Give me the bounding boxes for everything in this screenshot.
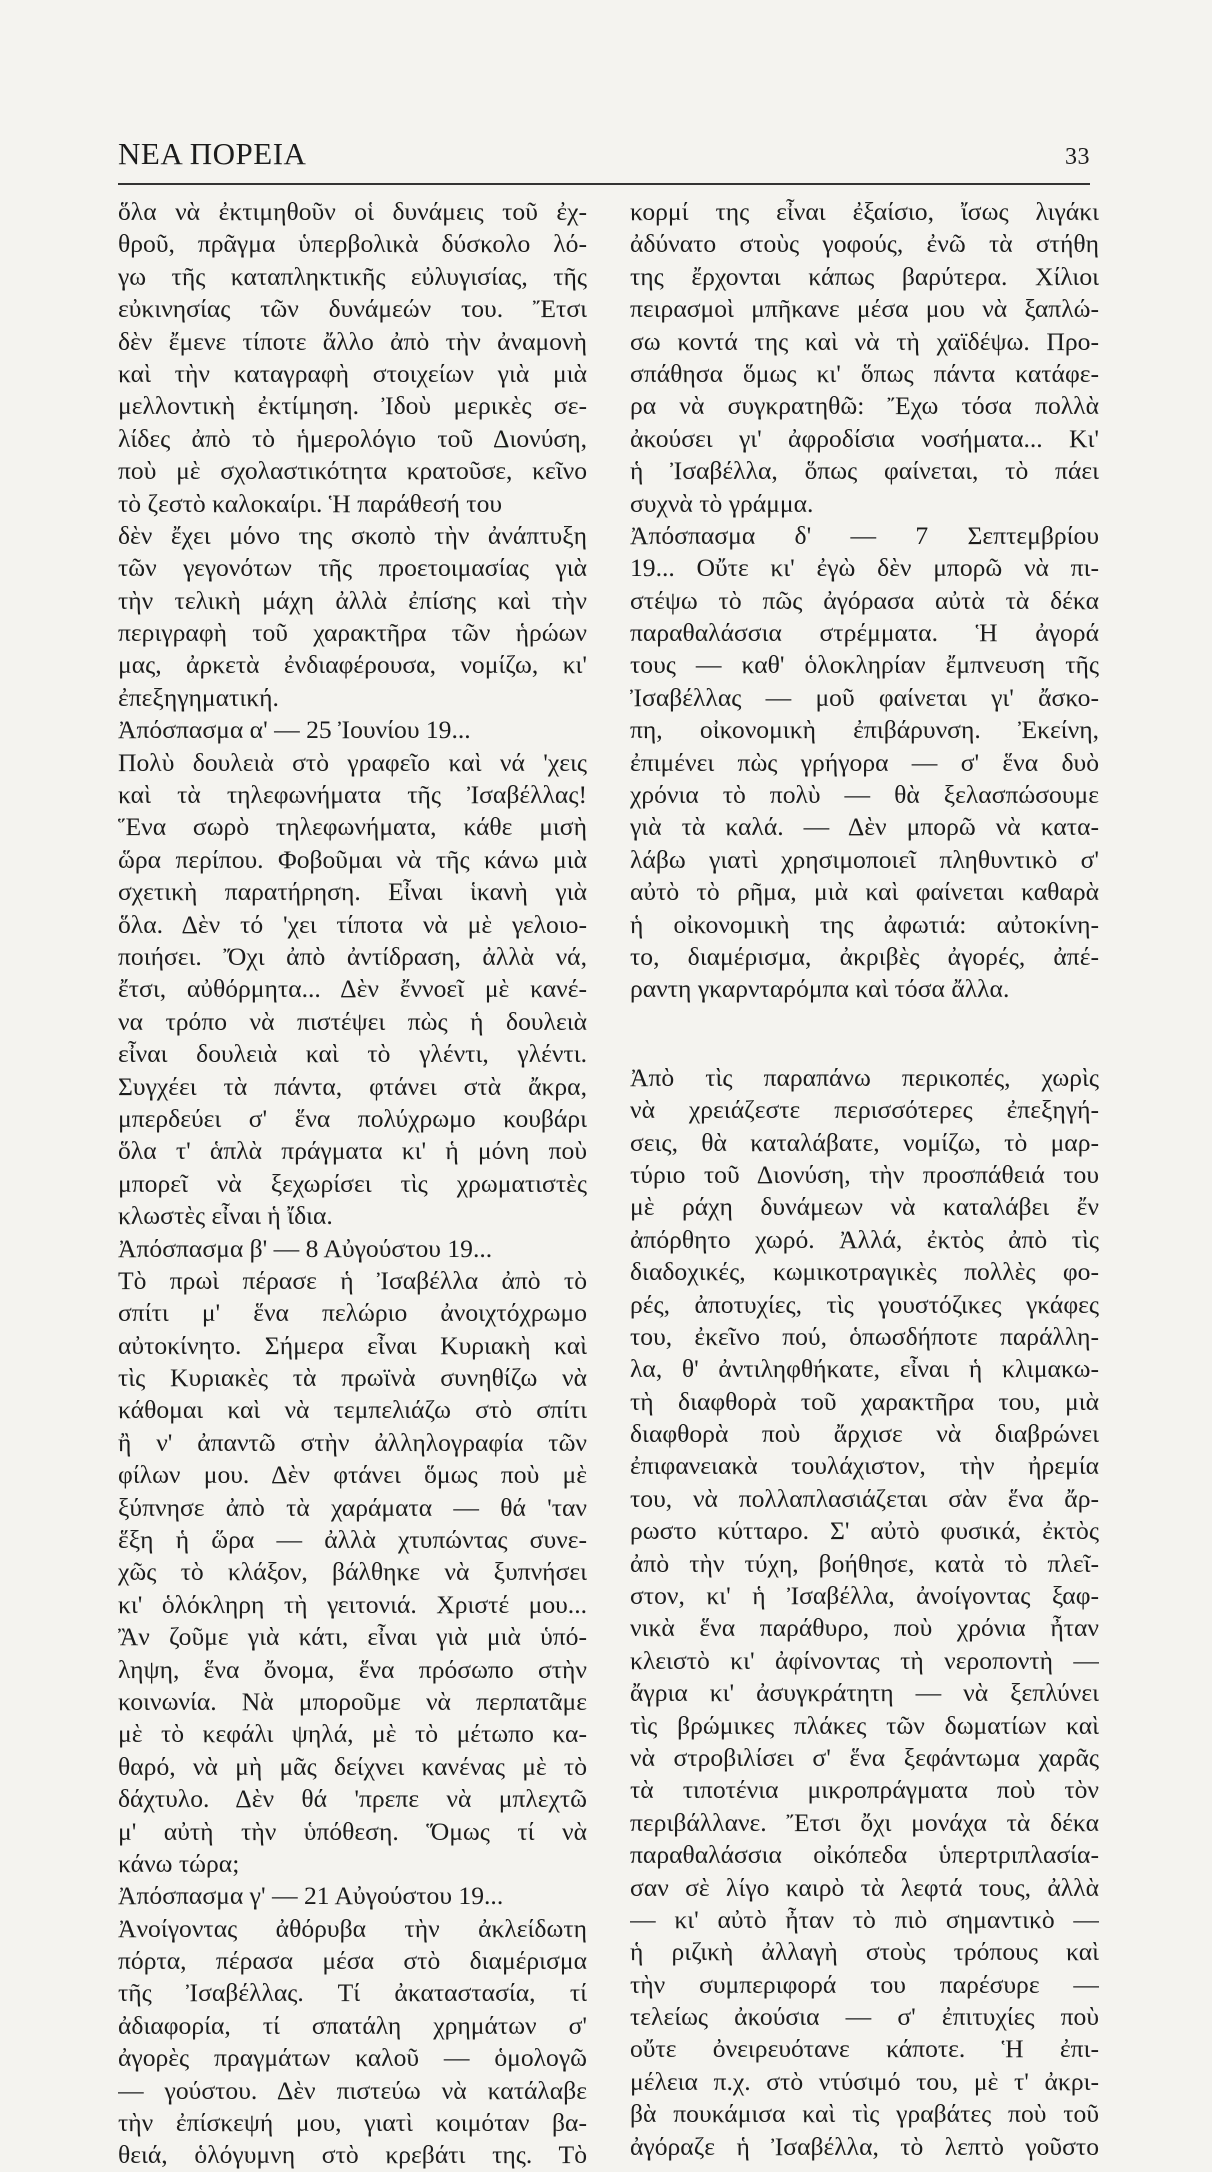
text-line: του, νὰ πολλαπλασιάζεται σὰν ἕνα ἄρ- bbox=[630, 1483, 1099, 1513]
text-line: ὅλα τ' ἁπλὰ πράγματα κι' ἡ μόνη ποὺ bbox=[118, 1136, 587, 1166]
text-line: ἀδύνατο στοὺς γοφούς, ἐνῶ τὰ στήθη bbox=[630, 229, 1099, 259]
text-line: τὴν συμπεριφορά του παρέσυρε — bbox=[630, 1969, 1099, 1999]
text-line: δὲν ἔμενε τίποτε ἄλλο ἀπὸ τὴν ἀναμονὴ bbox=[118, 326, 587, 356]
right-column bbox=[630, 196, 1099, 2163]
text-line: 19... Οὔτε κι' ἐγὼ δὲν μπορῶ νὰ πι- bbox=[630, 553, 1099, 583]
text-line: θαρό, νὰ μὴ μᾶς δείχνει κανένας μὲ τὸ bbox=[118, 1751, 587, 1781]
text-line: τὴν ἐπίσκεψή μου, γιατὶ κοιμόταν βα- bbox=[118, 2108, 587, 2138]
text-line: παραθαλάσσια οἰκόπεδα ὑπερτριπλασία- bbox=[630, 1840, 1099, 1870]
text-line: τὸ ζεστὸ καλοκαίρι. Ἡ παράθεσή του bbox=[118, 488, 503, 518]
text-line: πειρασμοὶ μπῆκανε μέσα μου νὰ ξαπλώ- bbox=[630, 294, 1099, 324]
text-line: Ἀπὸ τὶς παραπάνω περικοπές, χωρὶς bbox=[630, 1062, 1099, 1092]
text-line: σω κοντά της καὶ νὰ τὴ χαϊδέψω. Προ- bbox=[630, 326, 1099, 356]
text-line: μ' αὐτὴ τὴν ὑπόθεση. Ὅμως τί νὰ bbox=[118, 1816, 587, 1846]
text-line: ἢ ν' ἀπαντῶ στὴν ἀλληλογραφία τῶν bbox=[118, 1427, 587, 1457]
text-line: ἡ ριζικὴ ἀλλαγὴ στοὺς τρόπους καὶ bbox=[630, 1937, 1099, 1967]
text-line: καὶ τὰ τηλεφωνήματα τῆς Ἰσαβέλλας! bbox=[118, 780, 587, 810]
text-line: Ἰσαβέλλας — μοῦ φαίνεται γι' ἄσκο- bbox=[630, 682, 1099, 712]
text-line: νικὰ ἕνα παράθυρο, ποὺ χρόνια ἦταν bbox=[630, 1613, 1099, 1643]
text-line: διαδοχικές, κωμικοτραγικὲς πολλὲς φο- bbox=[630, 1257, 1099, 1287]
text-line: αὐτοκίνητο. Σήμερα εἶναι Κυριακὴ καὶ bbox=[118, 1330, 587, 1360]
text-line: περιβάλλανε. Ἔτσι ὄχι μονάχα τὰ δέκα bbox=[630, 1807, 1099, 1837]
text-line: Συγχέει τὰ πάντα, φτάνει στὰ ἄκρα, bbox=[118, 1071, 587, 1101]
text-line: ἔτσι, αὐθόρμητα... Δὲν ἔννοεῖ μὲ κανέ- bbox=[118, 974, 587, 1004]
text-line: εὐκινησίας τῶν δυνάμεών του. Ἔτσι bbox=[118, 294, 587, 324]
text-line: τὴν τελικὴ μάχη ἀλλὰ ἐπίσης καὶ τὴν bbox=[118, 585, 587, 615]
text-line: θροῦ, πρᾶγμα ὑπερβολικὰ δύσκολο λό- bbox=[118, 229, 587, 259]
text-line: — γούστου. Δὲν πιστεύω νὰ κατάλαβε bbox=[118, 2075, 587, 2105]
journal-title: ΝΕΑ ΠΟΡΕΙΑ bbox=[118, 136, 307, 171]
text-line: διαφθορὰ ποὺ ἄρχισε νὰ διαβρώνει bbox=[630, 1419, 1099, 1449]
text-line: τους — καθ' ὁλοκληρίαν ἔμπνευση τῆς bbox=[630, 650, 1099, 680]
text-line: σπίτι μ' ἕνα πελώριο ἀνοιχτόχρωμο bbox=[118, 1298, 587, 1328]
text-line: καὶ τὴν καταγραφὴ στοιχείων γιὰ μιὰ bbox=[118, 358, 587, 388]
left-column bbox=[118, 196, 587, 2172]
text-line: λάβω γιατὶ χρησιμοποιεῖ πληθυντικὸ σ' bbox=[630, 844, 1099, 874]
text-line: να τρόπο νὰ πιστέψει πὼς ἡ δουλειὰ bbox=[118, 1006, 587, 1036]
text-line: δάχτυλο. Δὲν θά 'πρεπε νὰ μπλεχτῶ bbox=[118, 1784, 587, 1814]
text-line: συχνὰ τὸ γράμμα. bbox=[630, 488, 814, 518]
text-line: ἐπεξηγηματική. bbox=[118, 682, 279, 712]
text-line: γω τῆς καταπληκτικῆς εὐλυγισίας, τῆς bbox=[118, 261, 587, 291]
text-line: τῆς Ἰσαβέλλας. Τί ἀκαταστασία, τί bbox=[118, 1978, 587, 2008]
text-line: ἀγόραζε ἡ Ἰσαβέλλα, τὸ λεπτὸ γοῦστο bbox=[630, 2131, 1099, 2161]
text-line: Ἀπόσπασμα β' — 8 Αὐγούστου 19... bbox=[118, 1233, 493, 1263]
text-line: στον, κι' ἡ Ἰσαβέλλα, ἀνοίγοντας ξαφ- bbox=[630, 1581, 1099, 1611]
text-line: Ἀνοίγοντας ἀθόρυβα τὴν ἀκλείδωτη bbox=[118, 1913, 587, 1943]
text-line: μπερδεύει σ' ἕνα πολύχρωμο κουβάρι bbox=[118, 1103, 587, 1133]
text-line: τὶς Κυριακὲς τὰ πρωϊνὰ συνηθίζω νὰ bbox=[118, 1363, 587, 1393]
text-line: τὰ τιποτένια μικροπράγματα ποὺ τὸν bbox=[630, 1775, 1099, 1805]
text-line: σχετικὴ παρατήρηση. Εἶναι ἱκανὴ γιὰ bbox=[118, 877, 587, 907]
text-line: Πολὺ δουλειὰ στὸ γραφεῖο καὶ νά 'χεις bbox=[118, 747, 587, 777]
paragraph-gap bbox=[630, 1006, 1099, 1062]
text-line: αὐτὸ τὸ ρῆμα, μιὰ καὶ φαίνεται καθαρὰ bbox=[630, 877, 1099, 907]
text-line: ραντη γκαρνταρόμπα καὶ τόσα ἄλλα. bbox=[630, 974, 1010, 1004]
text-line: γιὰ τὰ καλά. — Δὲν μπορῶ νὰ κατα- bbox=[630, 812, 1099, 842]
text-line: σαν σὲ λίγο καιρὸ τὰ λεφτά τους, ἀλλὰ bbox=[630, 1872, 1099, 1902]
text-line: σπάθησα ὅμως κι' ὅπως πάντα κατάφε- bbox=[630, 358, 1099, 388]
text-line: λίδες ἀπὸ τὸ ἡμερολόγιο τοῦ Διονύση, bbox=[118, 423, 587, 453]
text-line: ληψη, ἕνα ὄνομα, ἕνα πρόσωπο στὴν bbox=[118, 1654, 587, 1684]
text-line: ἐπιμένει πὼς γρήγορα — σ' ἕνα δυὸ bbox=[630, 747, 1099, 777]
text-line: εἶναι δουλειὰ καὶ τὸ γλέντι, γλέντι. bbox=[118, 1039, 587, 1069]
text-line: φίλων μου. Δὲν φτάνει ὅμως ποὺ μὲ bbox=[118, 1460, 587, 1490]
text-line: Ἀπόσπασμα γ' — 21 Αὐγούστου 19... bbox=[118, 1881, 504, 1911]
text-line: βὰ πουκάμισα καὶ τὶς γραβάτες ποὺ τοῦ bbox=[630, 2099, 1099, 2129]
text-line: κορμί της εἶναι ἐξαίσιο, ἴσως λιγάκι bbox=[630, 197, 1099, 226]
text-line: Ἕνα σωρὸ τηλεφωνήματα, κάθε μισὴ bbox=[118, 812, 587, 842]
text-line: ἀγορὲς πραγμάτων καλοῦ — ὁμολογῶ bbox=[118, 2043, 587, 2073]
text-line: τὴ διαφθορὰ τοῦ χαρακτῆρα του, μιὰ bbox=[630, 1386, 1099, 1416]
text-line: οὔτε ὀνειρευότανε κάποτε. Ἡ ἐπι- bbox=[630, 2034, 1099, 2064]
text-line: — κι' αὐτὸ ἦταν τὸ πιὸ σημαντικὸ — bbox=[630, 1904, 1099, 1934]
text-line: ρα νὰ συγκρατηθῶ: Ἔχω τόσα πολλὰ bbox=[630, 391, 1099, 421]
text-line: μὲ τὸ κεφάλι ψηλά, μὲ τὸ μέτωπο κα- bbox=[118, 1719, 587, 1749]
text-line: σεις, θὰ καταλάβατε, νομίζω, τὸ μαρ- bbox=[630, 1127, 1099, 1157]
text-line: ἀπόρθητο χωρό. Ἀλλά, ἐκτὸς ἀπὸ τὶς bbox=[630, 1224, 1099, 1254]
text-line: θειά, ὁλόγυμνη στὸ κρεβάτι της. Τὸ bbox=[118, 2140, 587, 2170]
text-line: το, διαμέρισμα, ἀκριβὲς ἀγορές, ἀπέ- bbox=[630, 941, 1099, 971]
text-line: στέψω τὸ πῶς ἀγόρασα αὐτὰ τὰ δέκα bbox=[630, 585, 1099, 615]
text-line: παραθαλάσσια στρέμματα. Ἡ ἀγορά bbox=[630, 618, 1099, 648]
page-number: 33 bbox=[1065, 144, 1090, 170]
running-header bbox=[118, 136, 1090, 172]
text-line: τὶς βρώμικες πλάκες τῶν δωματίων καὶ bbox=[630, 1710, 1099, 1740]
text-line: τελείως ἀκούσια — σ' ἐπιτυχίες ποὺ bbox=[630, 2002, 1099, 2032]
text-line: της ἔρχονται κάπως βαρύτερα. Χίλιοι bbox=[630, 261, 1099, 291]
text-line: ρωστο κύτταρο. Σ' αὐτὸ φυσικά, ἐκτὸς bbox=[630, 1516, 1099, 1546]
text-line: κι' ὁλόκληρη τὴ γειτονιά. Χριστέ μου... bbox=[118, 1589, 587, 1619]
text-line: μελλοντικὴ ἐκτίμηση. Ἰδοὺ μερικὲς σε- bbox=[118, 391, 587, 421]
text-line: μπορεῖ νὰ ξεχωρίσει τὶς χρωματιστὲς bbox=[118, 1168, 587, 1198]
text-line: ὥρα περίπου. Φοβοῦμαι νὰ τῆς κάνω μιὰ bbox=[118, 844, 587, 874]
text-line: τύριο τοῦ Διονύση, τὴν προσπάθειά του bbox=[630, 1159, 1099, 1189]
text-line: νὰ χρειάζεστε περισσότερες ἐπεξηγή- bbox=[630, 1095, 1099, 1125]
text-line: Ἂν ζοῦμε γιὰ κάτι, εἶναι γιὰ μιὰ ὑπό- bbox=[118, 1622, 587, 1652]
text-line: μὲ ράχη δυνάμεων νὰ καταλάβει ἔν bbox=[630, 1192, 1099, 1222]
text-line: Ἀπόσπασμα α' — 25 Ἰουνίου 19... bbox=[118, 715, 471, 745]
text-line: ἄγρια κι' ἀσυγκράτητη — νὰ ξεπλύνει bbox=[630, 1678, 1099, 1708]
text-line: ἀπὸ τὴν τύχη, βοήθησε, κατὰ τὸ πλεῖ- bbox=[630, 1548, 1099, 1578]
text-line: ρές, ἀποτυχίες, τὶς γουστόζικες γκάφες bbox=[630, 1289, 1099, 1319]
text-line: ποὺ μὲ σχολαστικότητα κρατοῦσε, κεῖνο bbox=[118, 456, 587, 486]
text-line: ξύπνησε ἀπὸ τὰ χαράματα — θά 'ταν bbox=[118, 1492, 587, 1522]
text-line: ὅλα. Δὲν τό 'χει τίποτα νὰ μὲ γελοιο- bbox=[118, 909, 587, 939]
text-line: ποιήσει. Ὄχι ἀπὸ ἀντίδραση, ἀλλὰ νά, bbox=[118, 941, 587, 971]
text-line: ἐπιφανειακὰ τουλάχιστον, τὴν ἠρεμία bbox=[630, 1451, 1099, 1481]
text-line: ἀκούσει γι' ἀφροδίσια νοσήματα... Κι' bbox=[630, 423, 1099, 453]
text-line: κάνω τώρα; bbox=[118, 1848, 240, 1878]
text-line: δὲν ἔχει μόνο της σκοπὸ τὴν ἀνάπτυξη bbox=[118, 520, 587, 550]
text-line: κλειστὸ κι' ἀφίνοντας τὴ νεροποντὴ — bbox=[630, 1645, 1099, 1675]
text-line: ὅλα νὰ ἐκτιμηθοῦν οἱ δυνάμεις τοῦ ἐχ- bbox=[118, 197, 587, 226]
text-line: ἀδιαφορία, τί σπατάλη χρημάτων σ' bbox=[118, 2010, 587, 2040]
text-line: τῶν γεγονότων τῆς προετοιμασίας γιὰ bbox=[118, 553, 587, 583]
text-line: του, ἐκεῖνο πού, ὁπωσδήποτε παράλλη- bbox=[630, 1321, 1099, 1351]
text-line: ἡ οἰκονομικὴ της ἀφωτιά: αὐτοκίνη- bbox=[630, 909, 1099, 939]
text-line: χρόνια τὸ πολὺ — θὰ ξελασπώσουμε bbox=[630, 780, 1099, 810]
text-line: περιγραφὴ τοῦ χαρακτῆρα τῶν ἡρώων bbox=[118, 618, 587, 648]
text-line: χῶς τὸ κλάξον, βάλθηκε νὰ ξυπνήσει bbox=[118, 1557, 587, 1587]
text-line: Τὸ πρωὶ πέρασε ἡ Ἰσαβέλλα ἀπὸ τὸ bbox=[118, 1265, 587, 1295]
text-line: πη, οἰκονομικὴ ἐπιβάρυνση. Ἐκείνη, bbox=[630, 715, 1099, 745]
text-line: μέλεια π.χ. στὸ ντύσιμό του, μὲ τ' ἀκρι- bbox=[630, 2066, 1099, 2096]
text-line: ἡ Ἰσαβέλλα, ὅπως φαίνεται, τὸ πάει bbox=[630, 456, 1099, 486]
text-line: κάθομαι καὶ νὰ τεμπελιάζω στὸ σπίτι bbox=[118, 1395, 587, 1425]
text-line: νὰ στροβιλίσει σ' ἕνα ξεφάντωμα χαρᾶς bbox=[630, 1742, 1099, 1772]
text-line: Ἀπόσπασμα δ' — 7 Σεπτεμβρίου bbox=[630, 520, 1099, 550]
header-rule bbox=[118, 183, 1090, 185]
text-line: κοινωνία. Νὰ μποροῦμε νὰ περπατᾶμε bbox=[118, 1686, 587, 1716]
text-line: λα, θ' ἀντιληφθήκατε, εἶναι ἡ κλιμακω- bbox=[630, 1354, 1099, 1384]
text-line: πόρτα, πέρασα μέσα στὸ διαμέρισμα bbox=[118, 1946, 587, 1976]
text-line: κλωστὲς εἶναι ἡ ἴδια. bbox=[118, 1201, 333, 1231]
text-line: μας, ἀρκετὰ ἐνδιαφέρουσα, νομίζω, κι' bbox=[118, 650, 587, 680]
text-line: ἕξη ἡ ὥρα — ἀλλὰ χτυπώντας συνε- bbox=[118, 1525, 587, 1555]
